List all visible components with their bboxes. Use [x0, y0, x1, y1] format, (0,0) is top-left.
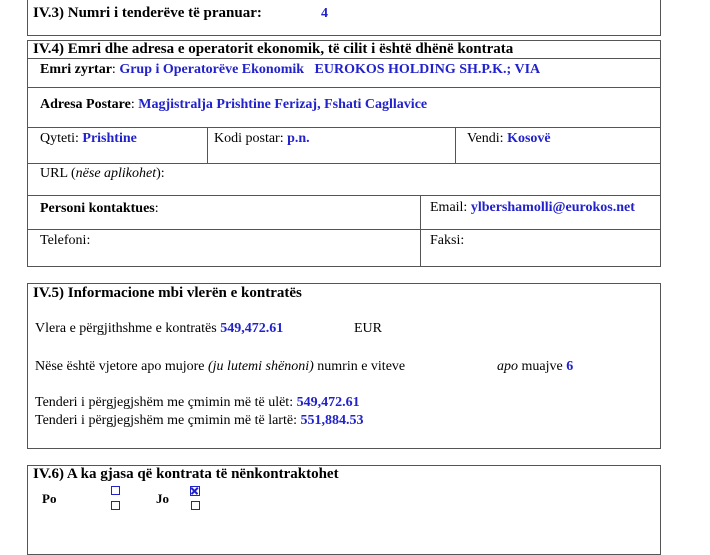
or-text: apo: [497, 359, 518, 374]
email-value: ylbershamolli@eurokos.net: [470, 200, 635, 215]
phone-label: Telefoni:: [40, 233, 91, 248]
iv3-label: IV.3) Numri i tenderëve të pranuar:: [33, 5, 262, 21]
divider: [207, 127, 208, 163]
iv5-heading: IV.5) Informacione mbi vlerën e kontratës: [33, 285, 302, 301]
divider: [27, 229, 661, 230]
url-label: URL (: [40, 166, 76, 181]
iv4-heading: IV.4) Emri dhe adresa e operatorit ekonomik, të cilit i është dhënë kontrata: [33, 41, 514, 57]
months-label: muajve: [521, 359, 563, 374]
divider: [27, 58, 661, 59]
postal-code-field: [214, 131, 310, 147]
highest-tender-row: [35, 413, 363, 429]
contact-person-field: Personi kontaktues:: [40, 201, 159, 216]
country-value: Kosovë: [507, 131, 551, 146]
divider: [420, 195, 421, 267]
country-label: Vendi:: [467, 131, 504, 146]
no-checkbox-checked[interactable]: [190, 486, 200, 496]
total-value: 549,472.61: [220, 321, 284, 336]
lowest-tender-value: 549,472.61: [296, 395, 360, 410]
lowest-tender-label: Tenderi i përgjegjshëm me çmimin më të ulët:: [35, 395, 294, 410]
url-label-close: ):: [156, 166, 165, 181]
postal-address-label: Adresa Postare: [40, 97, 131, 112]
lowest-tender-row: [35, 395, 360, 411]
duration-hint: (ju lutemi shënoni): [208, 359, 314, 374]
months-value: 6: [566, 359, 574, 374]
postal-address-row: Adresa Postare: Magjistralja Prishtine Ferizaj, Fshati Cagllavice: [40, 97, 428, 112]
total-value-label: Vlera e përgjithshme e kontratës: [35, 321, 217, 336]
highest-tender-label: Tenderi i përgjegjshëm me çmimin më të lartë:: [35, 413, 297, 428]
postal-code-label: Kodi postar:: [214, 131, 284, 146]
official-name-row: Emri zyrtar: Grup i Operatorëve Ekonomik EUROKOS HOLDING SH.P.K.; VIA: [40, 62, 541, 77]
city-label: Qyteti:: [40, 131, 79, 146]
postal-address-value: Magjistralja Prishtine Ferizaj, Fshati Cagllavice: [138, 97, 428, 112]
divider: [27, 195, 661, 196]
total-value-row: [35, 321, 283, 337]
yes-checkbox-top[interactable]: [111, 486, 120, 495]
email-field: [430, 200, 635, 216]
years-label: numrin e viteve: [317, 359, 406, 374]
city-value: Prishtine: [82, 131, 137, 146]
iv6-heading: IV.6) A ka gjasa që kontrata të nënkontraktohet: [33, 466, 339, 482]
url-hint: nëse aplikohet: [75, 166, 157, 181]
iv3-value: 4: [321, 6, 328, 21]
divider: [27, 163, 661, 164]
highest-tender-value: 551,884.53: [300, 413, 364, 428]
currency: EUR: [354, 321, 382, 336]
city-field: [40, 131, 137, 147]
divider: [27, 127, 661, 128]
yes-label: Po: [42, 491, 57, 506]
official-name-value: Grup i Operatorëve Ekonomik EUROKOS HOLDING SH.P.K.; VIA: [119, 62, 541, 77]
postal-code-value: p.n.: [287, 131, 310, 146]
divider: [27, 87, 661, 88]
country-field: [467, 131, 551, 147]
duration-row: [35, 359, 405, 375]
official-name-label: Emri zyrtar: [40, 62, 112, 77]
no-checkbox[interactable]: [191, 501, 200, 510]
duration-text: Nëse është vjetore apo mujore: [35, 359, 205, 374]
divider: [455, 127, 456, 163]
contact-person-label: Personi kontaktues: [40, 201, 155, 216]
yes-checkbox[interactable]: [111, 501, 120, 510]
months-row: [497, 359, 573, 375]
email-label: Email:: [430, 200, 468, 215]
fax-label: Faksi:: [430, 233, 465, 248]
no-label: Jo: [156, 491, 169, 506]
url-field: [40, 166, 165, 182]
